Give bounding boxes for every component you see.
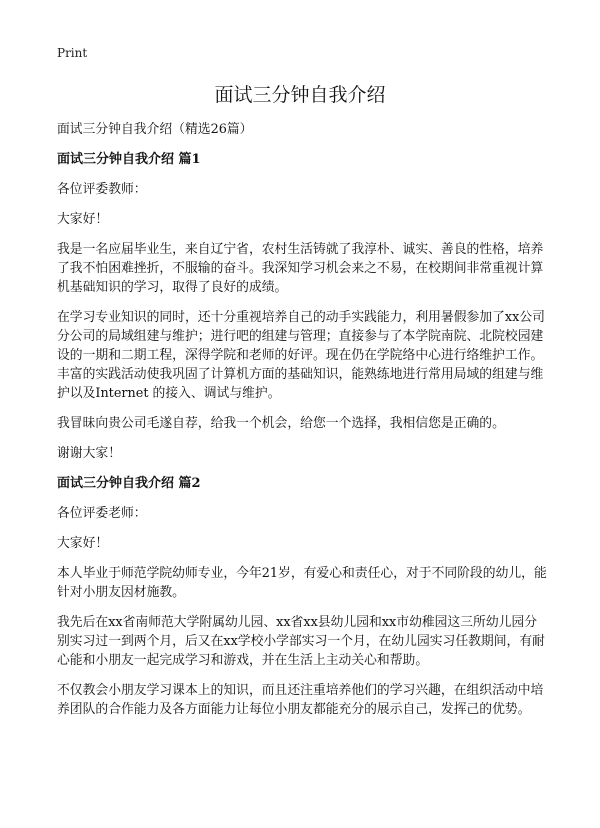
paragraph: 我先后在xx省南师范大学附属幼儿园、xx省xx县幼儿园和xx市幼稚园这三所幼儿园分别实习过一到两个月，后又在xx学校小学部实习一个月，在幼儿园实习任教期间，有耐心能和小朋友一起完成学习和游戏，并在生活上主动关心和帮助。 xyxy=(57,615,545,668)
paragraph: 大家好！ xyxy=(57,212,109,227)
document-body xyxy=(57,120,547,730)
paragraph: 大家好！ xyxy=(57,536,109,551)
print-label: Print xyxy=(57,46,88,60)
paragraph: 各位评委教师： xyxy=(57,182,147,197)
paragraph: 我是一名应届毕业生，来自辽宁省，农村生活铸就了我淳朴、诚实、善良的性格，培养了我不怕困难挫折，不服输的奋斗。我深知学习机会来之不易，在校期间非常重视计算机基础知识的学习，取得了良好的成绩。 xyxy=(57,242,544,295)
paragraph: 我冒昧向贵公司毛遂自荐，给我一个机会，给您一个选择，我相信您是正确的。 xyxy=(57,416,505,431)
page-title: 面试三分钟自我介绍 xyxy=(214,84,386,106)
paragraph: 各位评委老师： xyxy=(57,506,147,521)
paragraph: 不仅教会小朋友学习课本上的知识，而且还注重培养他们的学习兴趣，在组织活动中培养团队的合作能力及各方面能力让每位小朋友都能充分的展示自己，发挥己的优势。 xyxy=(57,683,544,717)
paragraph: 本人毕业于师范学院幼师专业，今年21岁，有爱心和责任心，对于不同阶段的幼儿，能针对小朋友因材施教。 xyxy=(57,566,547,600)
document-subtitle: 面试三分钟自我介绍（精选26篇） xyxy=(57,122,253,137)
section-heading-2: 面试三分钟自我介绍 篇2 xyxy=(57,476,201,491)
paragraph: 在学习专业知识的同时，还十分重视培养自己的动手实践能力，利用暑假参加了xx公司分公司的局域组建与维护；进行吧的组建与管理；直接参与了本学院南院、北院校园建设的一期和二期工程，深得学院和老师的好评。现在仍在学院络中心进行络维护工作。丰富的实践活动使我巩固了计算机方面的基础知识，能熟练地进行常用局域的组建与维护以及Internet 的接入、调试与维护。 xyxy=(57,310,545,401)
paragraph: 谢谢大家！ xyxy=(57,446,121,461)
section-heading-1: 面试三分钟自我介绍 篇1 xyxy=(57,152,201,167)
